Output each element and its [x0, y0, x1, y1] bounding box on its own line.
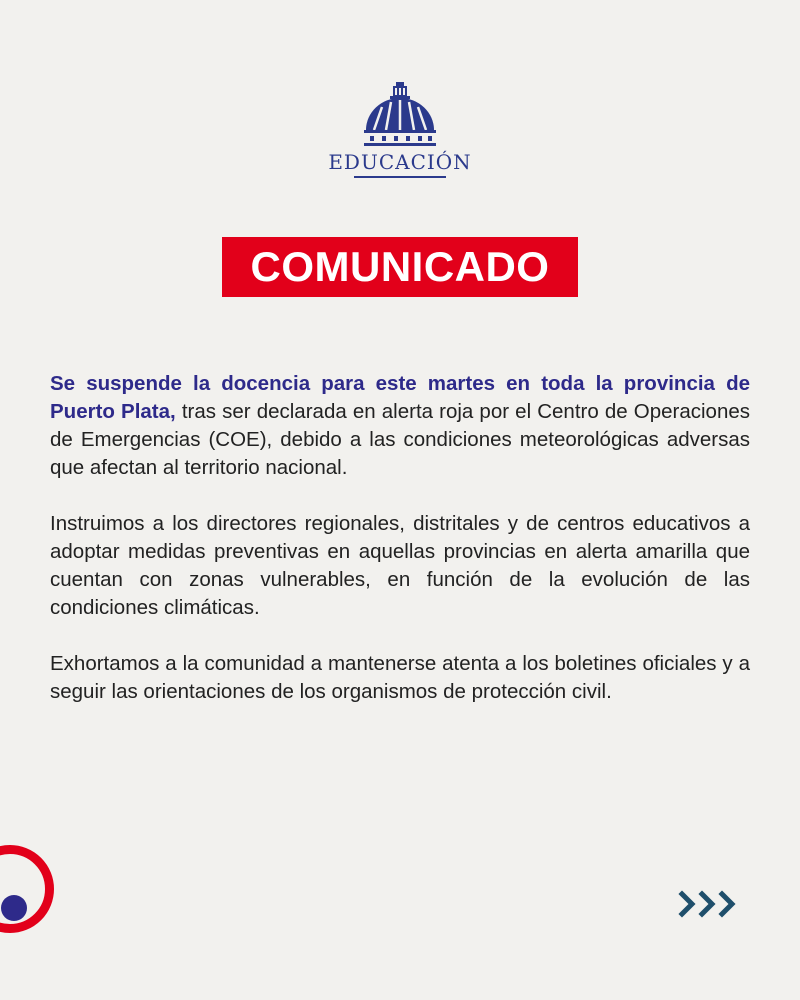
dome-icon — [364, 82, 436, 148]
next-arrows-icon — [678, 890, 742, 923]
announcement-body — [50, 370, 750, 734]
blue-dot-decoration — [1, 895, 27, 921]
paragraph-1-highlight: Se suspende la docencia para este martes en toda la provincia de Puerto Plata, — [50, 372, 750, 423]
logo-underline — [354, 176, 446, 178]
paragraph-2: Instruimos a los directores regionales, distritales y de centros educativos a adoptar medidas preventivas en aquellas provincias en alerta amarilla que cuentan con zonas vulnerables, en función de la evolución de las condiciones climáticas. — [50, 512, 750, 619]
paragraph-1 — [50, 370, 750, 482]
comunicado-banner: COMUNICADO — [222, 237, 578, 297]
education-logo — [320, 82, 480, 178]
paragraph-1-text: tras ser declarada en alerta roja por el Centro de Operaciones de Emergencias (COE), debido a las condiciones meteorológicas adversas que afectan al territorio nacional. — [50, 400, 751, 479]
paragraph-3: Exhortamos a la comunidad a mantenerse atenta a los boletines oficiales y a seguir las orientaciones de los organismos de protección civil. — [50, 652, 750, 703]
logo-text: EDUCACIÓN — [328, 150, 472, 174]
